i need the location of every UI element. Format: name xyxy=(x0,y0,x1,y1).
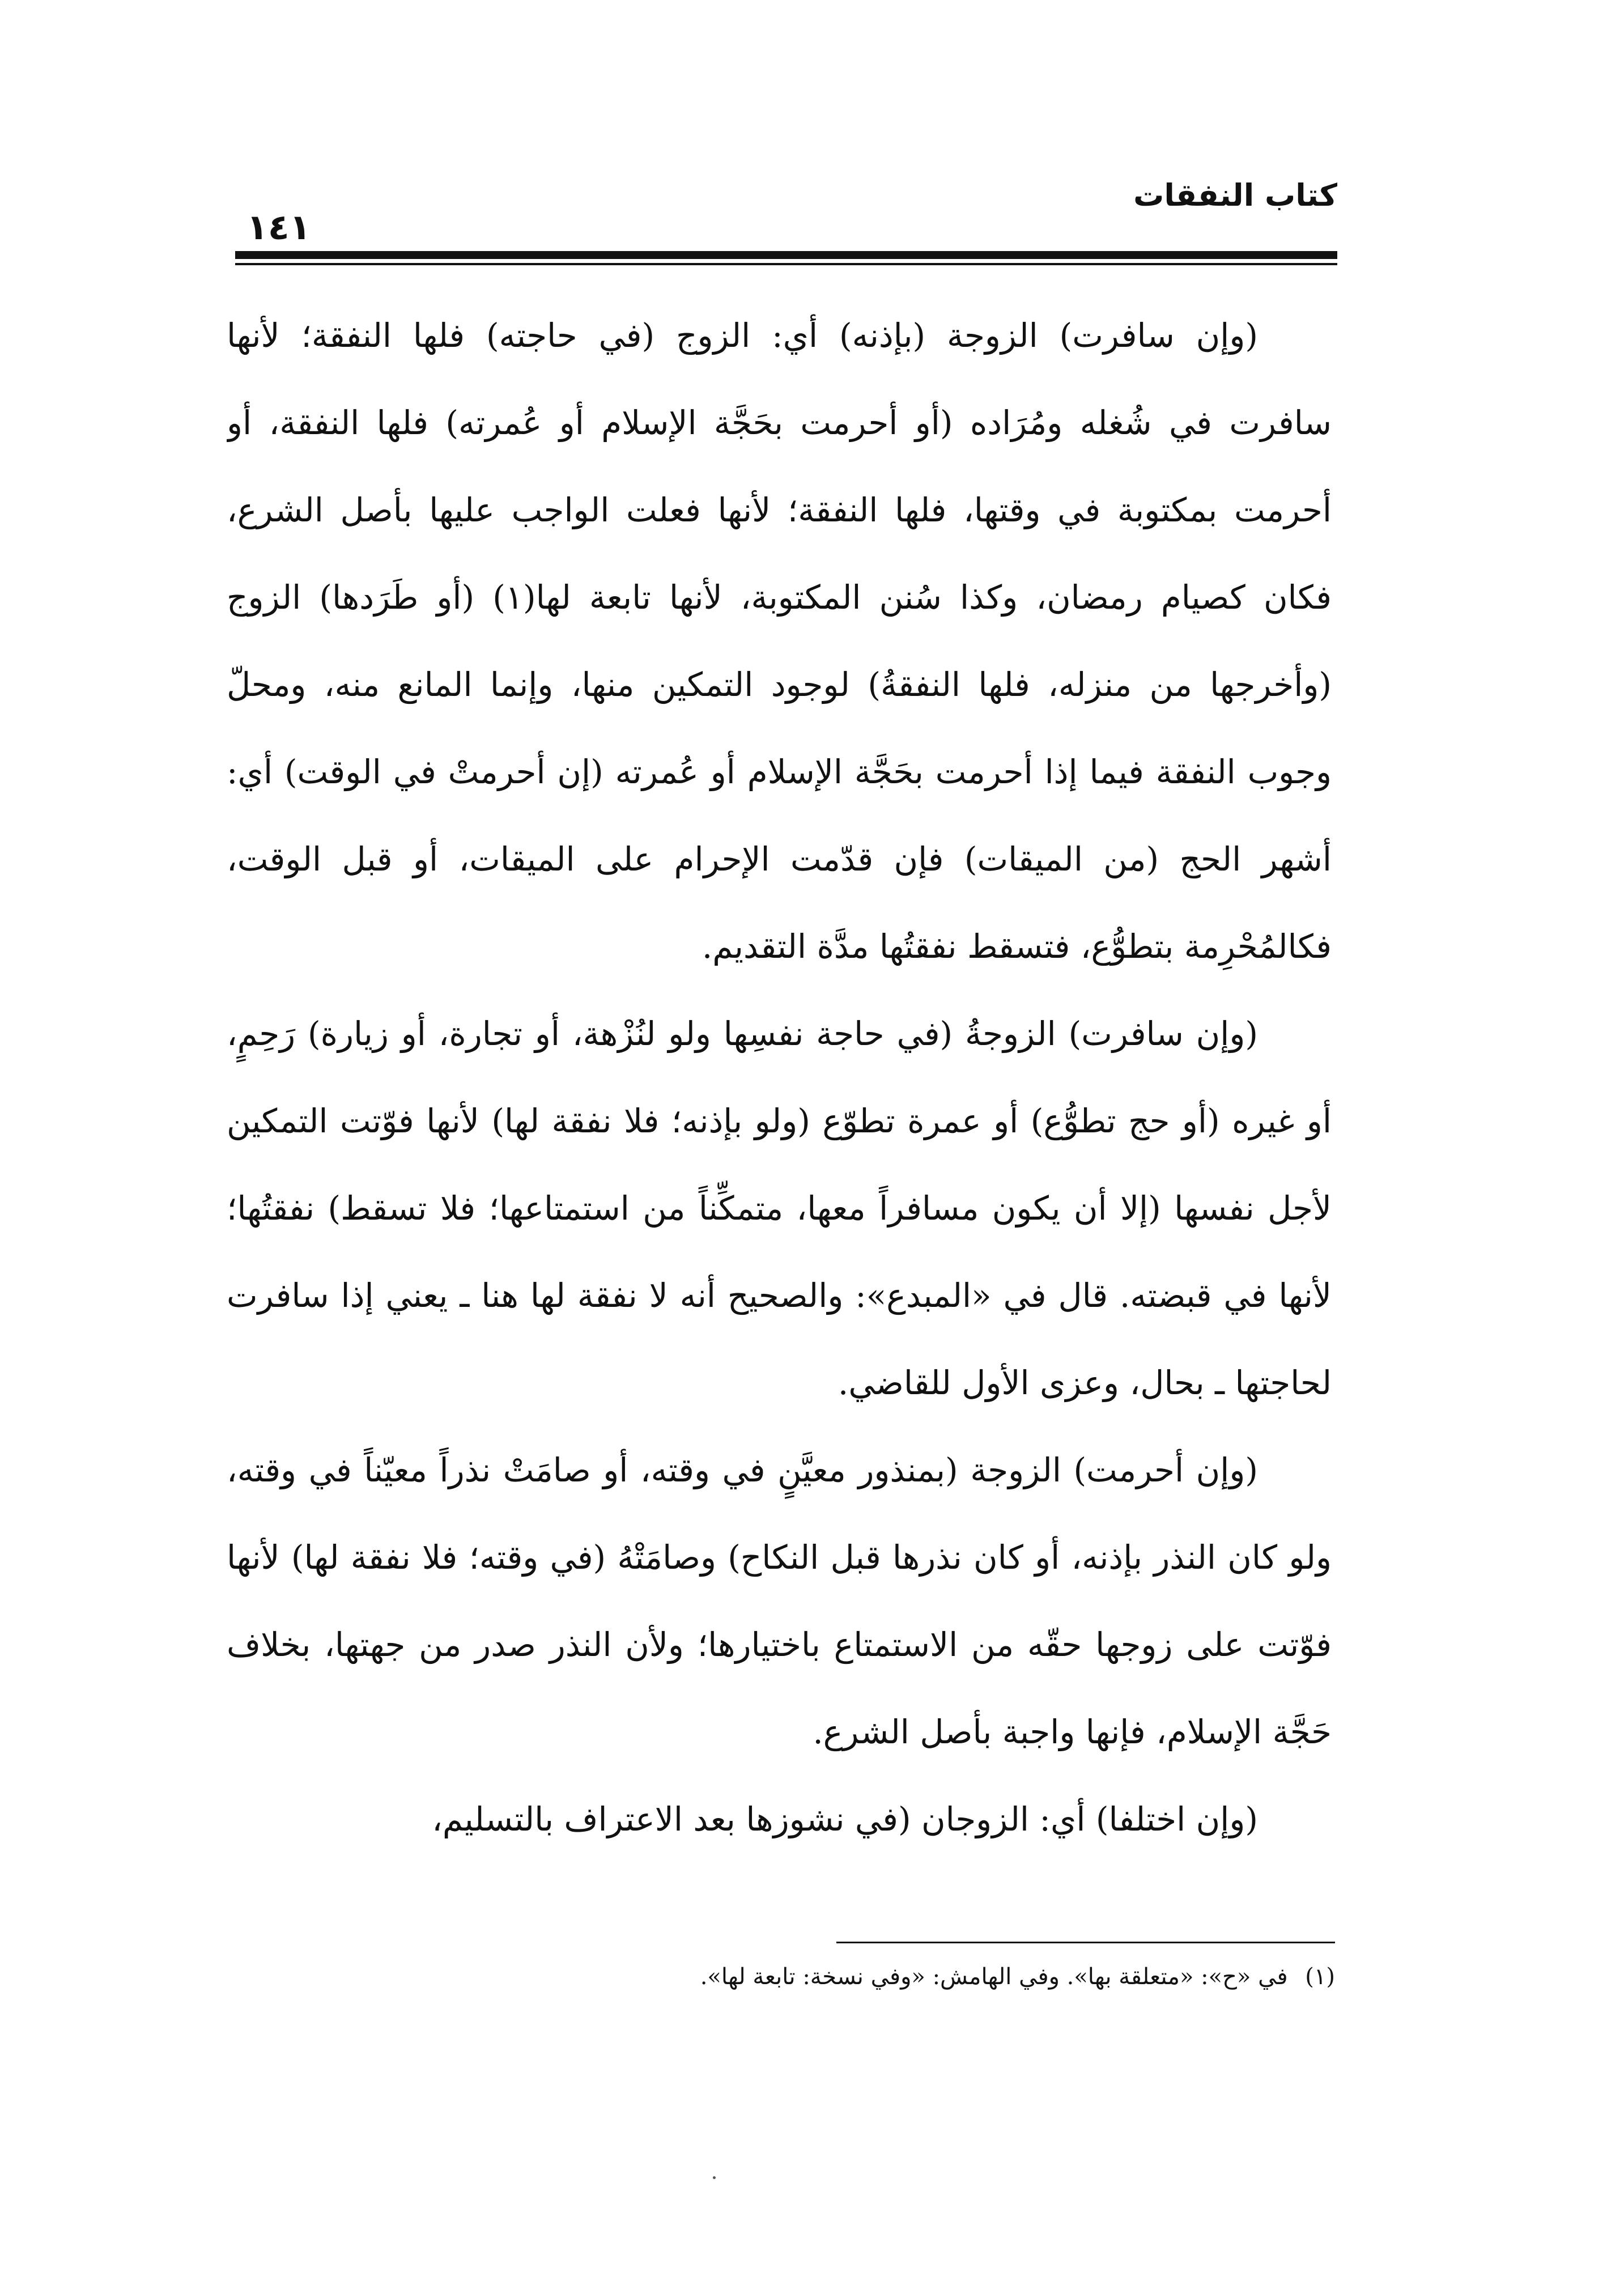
footnote-text: في «ح»: «متعلقة بها». وفي الهامش: «وفي نسخة: تابعة لها». xyxy=(700,1964,1288,1990)
page-header xyxy=(235,177,1337,271)
paragraph-1: (وإن سافرت) الزوجة (بإذنه) أي: الزوج (في حاجته) فلها النفقة؛ لأنها سافرت في شُغله ومُرَاده (أو أحرمت بحَجَّة الإسلام أو عُمرته) فلها النفقة، أو أحرمت بمكتوبة في وقتها، فلها النفقة؛ لأنها فعلت الواجب عليها بأصل الشرع، فكان كصيام رمضان، وكذا سُنن المكتوبة، لأنها تابعة لها(١) (أو طَرَدها) الزوج (وأخرجها من منزله، فلها النفقةُ) لوجود التمكين منها، وإنما المانع منه، ومحلّ وجوب النفقة فيما إذا أحرمت بحَجَّة الإسلام أو عُمرته (إن أحرمتْ في الوقت) أي: أشهر الحج (من الميقات) فإن قدّمت الإحرام على الميقات، أو قبل الوقت، فكالمُحْرِمة بتطوُّع، فتسقط نفقتُها مدَّة التقديم. xyxy=(227,316,1332,966)
paragraph-4: (وإن اختلفا) أي: الزوجان (في نشوزها بعد الاعتراف بالتسليم، xyxy=(432,1800,1258,1838)
running-title: كتاب النفقات xyxy=(1133,177,1337,213)
page-number: ١٤١ xyxy=(246,206,311,248)
main-text xyxy=(227,292,1332,1901)
scan-speck xyxy=(713,2176,716,2179)
footnote xyxy=(227,1956,1335,1997)
paragraph-2: (وإن سافرت) الزوجةُ (في حاجة نفسِها ولو لنُزْهة، أو تجارة، أو زيارة) رَحِمٍ، أو غيره (أو حج تطوُّع) أو عمرة تطوّع (ولو بإذنه؛ فلا نفقة لها) لأنها فوّتت التمكين لأجل نفسها (إلا أن يكون مسافراً معها، متمكِّناً من استمتاعها؛ فلا تسقط) نفقتُها؛ لأنها في قبضته. قال في «المبدع»: والصحيح أنه لا نفقة لها هنا ـ يعني إذا سافرت لحاجتها ـ بحال، وعزى الأول للقاضي. xyxy=(227,1014,1332,1402)
paragraph-3: (وإن أحرمت) الزوجة (بمنذور معيَّنٍ في وقته، أو صامَتْ نذراً معيّناً في وقته، ولو كان النذر بإذنه، أو كان نذرها قبل النكاح) وصامَتْهُ (في وقته؛ فلا نفقة لها) لأنها فوّتت على زوجها حقّه من الاستمتاع باختيارها؛ ولأن النذر صدر من جهتها، بخلاف حَجَّة الإسلام، فإنها واجبة بأصل الشرع. xyxy=(227,1451,1332,1751)
header-rule-thick xyxy=(235,251,1337,259)
header-rule-thin xyxy=(235,263,1337,265)
footnote-number: (١) xyxy=(1305,1964,1335,1990)
footnote-rule xyxy=(836,1942,1335,1943)
